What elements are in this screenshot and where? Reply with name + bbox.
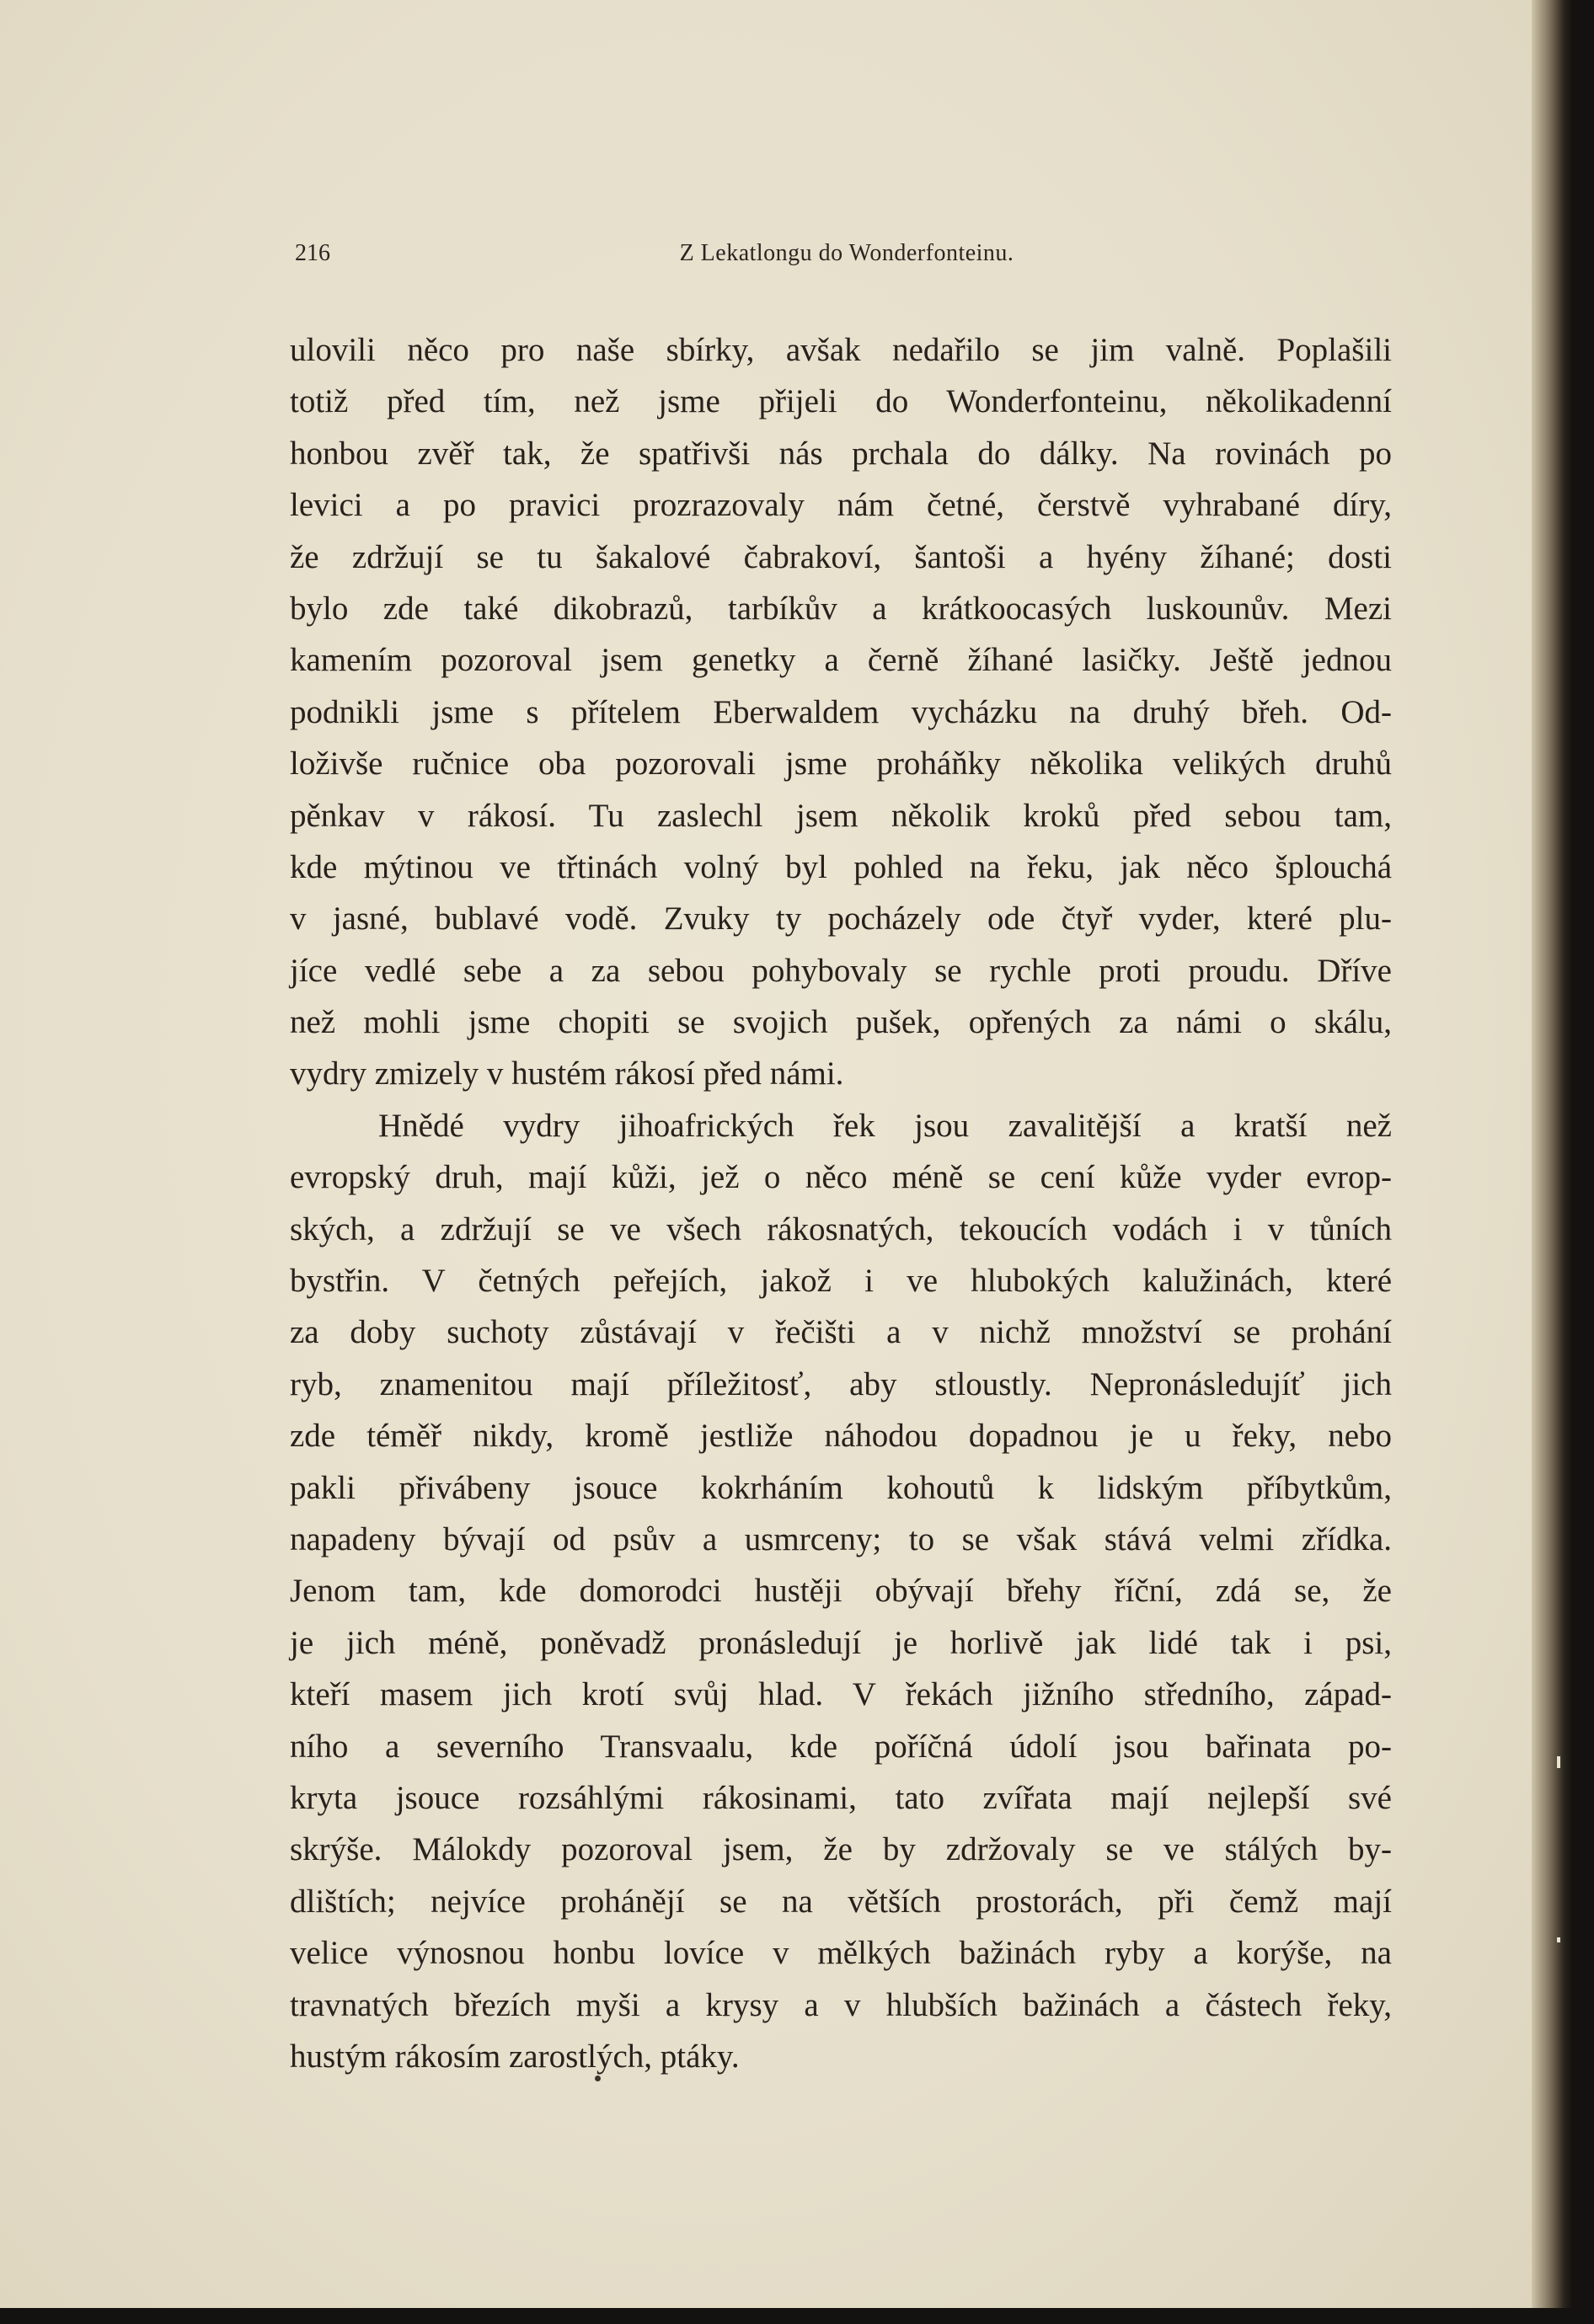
- margin-mark: [1557, 1756, 1560, 1768]
- text-line: loživše ručnice oba pozorovali jsme proháňky několika velikých druhů: [290, 745, 1392, 783]
- text-line: kde mýtinou ve třtinách volný byl pohled na řeku, jak něco šplouchá: [290, 848, 1392, 885]
- paragraph-2: [290, 1100, 1392, 2082]
- margin-mark: [1557, 1937, 1560, 1942]
- text-line: podnikli jsme s přítelem Eberwaldem vycházku na druhý břeh. Od-: [290, 693, 1392, 730]
- text-line: pěnkav v rákosí. Tu zaslechl jsem několik kroků před sebou tam,: [290, 797, 1392, 834]
- ink-speck: [595, 2076, 601, 2081]
- text-line: napadeny bývají od psův a usmrceny; to se však stává velmi zřídka.: [290, 1520, 1392, 1557]
- text-line: levici a po pravici prozrazovaly nám četné, čerstvě vyhrabané díry,: [290, 487, 1392, 524]
- text-line: velice výnosnou honbu lovíce v mělkých bažinách ryby a korýše, na: [290, 1935, 1392, 1972]
- text-line: travnatých březích myši a krysy a v hlubších bažinách a částech řeky,: [290, 1986, 1392, 2023]
- text-line: ulovili něco pro naše sbírky, avšak nedařilo se jim valně. Poplašili: [290, 332, 1392, 368]
- text-line: za doby suchoty zůstávají v řečišti a v nichž množství se prohání: [290, 1314, 1392, 1351]
- body-text: [290, 324, 1392, 2082]
- text-line: jíce vedlé sebe a za sebou pohybovaly se rychle proti proudu. Dříve: [290, 952, 1392, 989]
- text-line: dlištích; nejvíce prohánějí se na větších prostorách, při čemž mají: [290, 1883, 1392, 1920]
- paragraph-1: [290, 324, 1392, 1100]
- text-line: kteří masem jich krotí svůj hlad. V řekách jižního středního, západ-: [290, 1676, 1392, 1713]
- text-line: ských, a zdržují se ve všech rákosnatých, tekoucích vodách i v tůních: [290, 1210, 1392, 1247]
- text-line: honbou zvěř tak, že spatřivši nás prchala do dálky. Na rovinách po: [290, 435, 1392, 472]
- text-line: hustým rákosím zarostlých, ptáky.: [290, 2038, 740, 2075]
- text-line: pakli přivábeny jsouce kokrháním kohoutů k lidským příbytkům,: [290, 1469, 1392, 1506]
- text-line: kamením pozoroval jsem genetky a černě žíhané lasičky. Ještě jednou: [290, 642, 1392, 679]
- text-line: kryta jsouce rozsáhlými rákosinami, tato zvířata mají nejlepší své: [290, 1779, 1392, 1816]
- text-line: Hnědé vydry jihoafrických řek jsou zavalitější a kratší než: [378, 1107, 1392, 1144]
- book-spine-shadow: [1532, 0, 1572, 2308]
- text-line: Jenom tam, kde domorodci hustěji obývají břehy říční, zdá se, že: [290, 1573, 1392, 1610]
- text-line: než mohli jsme chopiti se svojich pušek, opřených za námi o skálu,: [290, 1004, 1392, 1041]
- text-line: evropský druh, mají kůži, jež o něco méně se cení kůže vyder evrop-: [290, 1159, 1392, 1196]
- text-line: bystřin. V četných peřejích, jakož i ve hlubokých kalužinách, které: [290, 1263, 1392, 1300]
- running-head: [295, 240, 1399, 277]
- text-line: ryb, znamenitou mají příležitosť, aby stloustly. Nepronásledujíť jich: [290, 1365, 1392, 1402]
- text-line: zde téměř nikdy, kromě jestliže náhodou dopadnou je u řeky, nebo: [290, 1418, 1392, 1455]
- text-line: je jich méně, poněvadž pronásledují je horlivě jak lidé tak i psi,: [290, 1624, 1392, 1661]
- running-title: Z Lekatlongu do Wonderfonteinu.: [679, 240, 1014, 266]
- text-line: vydry zmizely v hustém rákosí před námi.: [290, 1055, 844, 1093]
- text-line: totiž před tím, než jsme přijeli do Wonderfonteinu, několikadenní: [290, 383, 1392, 420]
- text-line: že zdržují se tu šakalové čabrakoví, šantoši a hyény žíhané; dosti: [290, 538, 1392, 575]
- text-line: ního a severního Transvaalu, kde poříčná údolí jsou bařinata po-: [290, 1728, 1392, 1765]
- page-number: 216: [295, 240, 330, 266]
- text-line: bylo zde také dikobrazů, tarbíkův a krátkoocasých luskounův. Mezi: [290, 590, 1392, 627]
- text-line: v jasné, bublavé vodě. Zvuky ty pocházely ode čtyř vyder, které plu-: [290, 900, 1392, 938]
- text-line: skrýše. Málokdy pozoroval jsem, že by zdržovaly se ve stálých by-: [290, 1831, 1392, 1868]
